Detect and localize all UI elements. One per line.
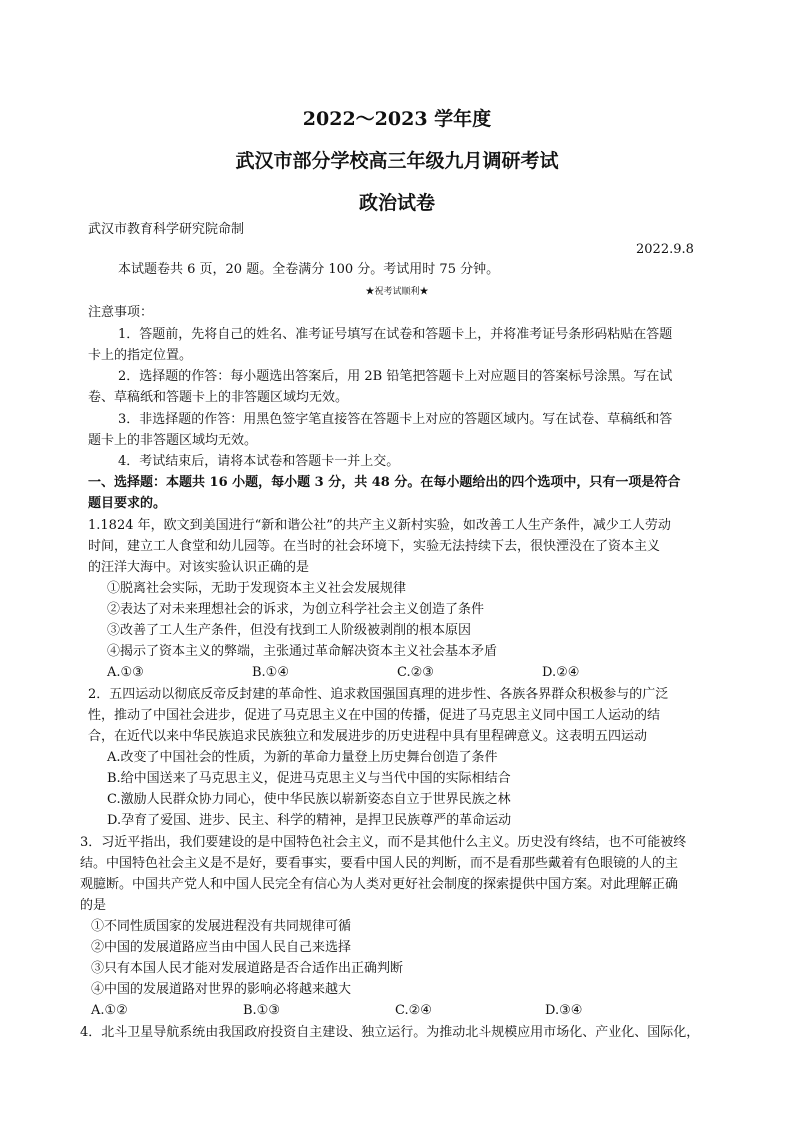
note-1-cont: 卡上的指定位置。 [88,348,193,363]
note-1: 1．答题前，先将自己的姓名、准考证号填写在试卷和答题卡上，并将准考证号条形码粘贴在答题 [118,327,673,342]
good-luck: ★祝考试顺利★ [365,287,429,297]
q2-option-c: C.激励人民群众协力同心，使中华民族以崭新姿态自立于世界民族之林 [107,792,511,807]
section-heading: 一、选择题：本题共 16 小题，每小题 3 分，共 48 分。在每小题给出的四个选项中，只有一项是符合 [88,475,681,490]
q1-statement-3: ③改善了工人生产条件，但没有找到工人阶级被剥削的根本原因 [107,623,472,638]
q1-statement-2: ②表达了对未来理想社会的诉求，为创立科学社会主义创造了条件 [107,602,485,617]
q4-stem: 4．北斗卫星导航系统由我国政府投资自主建设、独立运行。为推动北斗规模应用市场化、产业化、国际化， [80,1025,700,1040]
q3-option-c: C.②④ [395,1003,432,1018]
q3-option-b: B.①③ [243,1003,280,1018]
q3-stem-3: 观臆断。中国共产党人和中国人民完全有信心为人类对更好社会制度的探索提供中国方案。对此理解正确 [80,877,679,892]
note-3-cont: 题卡上的非答题区域均无效。 [88,433,258,448]
q1-stem: 1.1824 年，欧文到美国进行“新和谐公社”的共产主义新村实验，如改善工人生产条件，减少工人劳动 [88,518,671,533]
q1-option-d: D.②④ [542,665,580,680]
issuer: 武汉市教育科学研究院命制 [88,222,245,237]
q3-stem-2: 结。中国特色社会主义是不是好，要看事实，要看中国人民的判断，而不是看那些戴着有色眼镜的人的主 [80,856,679,871]
q3-statement-3: ③只有本国人民才能对发展道路是否合适作出正确判断 [91,961,404,976]
exam-info: 本试题卷共 6 页，20 题。全卷满分 100 分。考试用时 75 分钟。 [118,262,500,277]
q3-option-a: A.①② [91,1003,128,1018]
q1-option-c: C.②③ [397,665,434,680]
q2-option-a: A.改变了中国社会的性质，为新的革命力量登上历史舞台创造了条件 [107,750,498,765]
q1-option-a: A.①③ [107,665,144,680]
q3-statement-4: ④中国的发展道路对世界的影响必将越来越大 [91,982,352,997]
q2-option-d: D.孕育了爱国、进步、民主、科学的精神，是捍卫民族尊严的革命运动 [107,813,512,828]
q3-option-d: D.③④ [545,1003,583,1018]
q1-stem-3: 的汪洋大海中。对该实验认识正确的是 [88,560,310,575]
q1-stem-2: 时间，建立工人食堂和幼儿园等。在当时的社会环境下，实验无法持续下去，很快湮没在了资本主义 [88,539,661,554]
q2-option-b: B.给中国送来了马克思主义，促进马克思主义与当代中国的实际相结合 [107,771,511,786]
exam-date: 2022.9.8 [636,242,694,257]
notes-heading: 注意事项： [88,305,154,320]
q3-stem: 3．习近平指出，我们要建设的是中国特色社会主义，而不是其他什么主义。历史没有终结，也不可能被终 [80,835,687,850]
note-2-cont: 卷、草稿纸和答题卡上的非答题区域均无效。 [88,390,349,405]
q1-statement-1: ①脱离社会实际，无助于发现资本主义社会发展规律 [107,581,407,596]
subject-title: 政治试卷 [358,192,435,214]
exam-title: 武汉市部分学校高三年级九月调研考试 [235,150,559,172]
q1-option-b: B.①④ [252,665,289,680]
q1-statement-4: ④揭示了资本主义的弊端，主张通过革命解决资本主义社会基本矛盾 [107,644,498,659]
note-2: 2．选择题的作答：每小题选出答案后，用 2B 铅笔把答题卡上对应题目的答案标号涂黑。写在试 [118,369,673,384]
q3-statement-2: ②中国的发展道路应当由中国人民自己来选择 [91,940,352,955]
q3-statement-1: ①不同性质国家的发展进程没有共同规律可循 [91,919,352,934]
note-4: 4．考试结束后，请将本试卷和答题卡一并上交。 [118,454,400,469]
note-3: 3．非选择题的作答：用黑色签字笔直接答在答题卡上对应的答题区域内。写在试卷、草稿纸和答 [118,412,673,427]
q2-stem: 2．五四运动以彻底反帝反封建的革命性、追求救国强国真理的进步性、各族各界群众积极参与的广泛 [88,687,669,702]
q2-stem-2: 性，推动了中国社会进步，促进了马克思主义在中国的传播，促进了马克思主义同中国工人运动的结 [88,708,661,723]
school-year: 2022～2023 学年度 [302,108,492,130]
q2-stem-3: 合，在近代以来中华民族追求民族独立和发展进步的历史进程中具有里程碑意义。这表明五四运动 [88,729,648,744]
q3-stem-4: 的是 [80,898,107,913]
section-heading-cont: 题目要求的。 [88,496,167,511]
